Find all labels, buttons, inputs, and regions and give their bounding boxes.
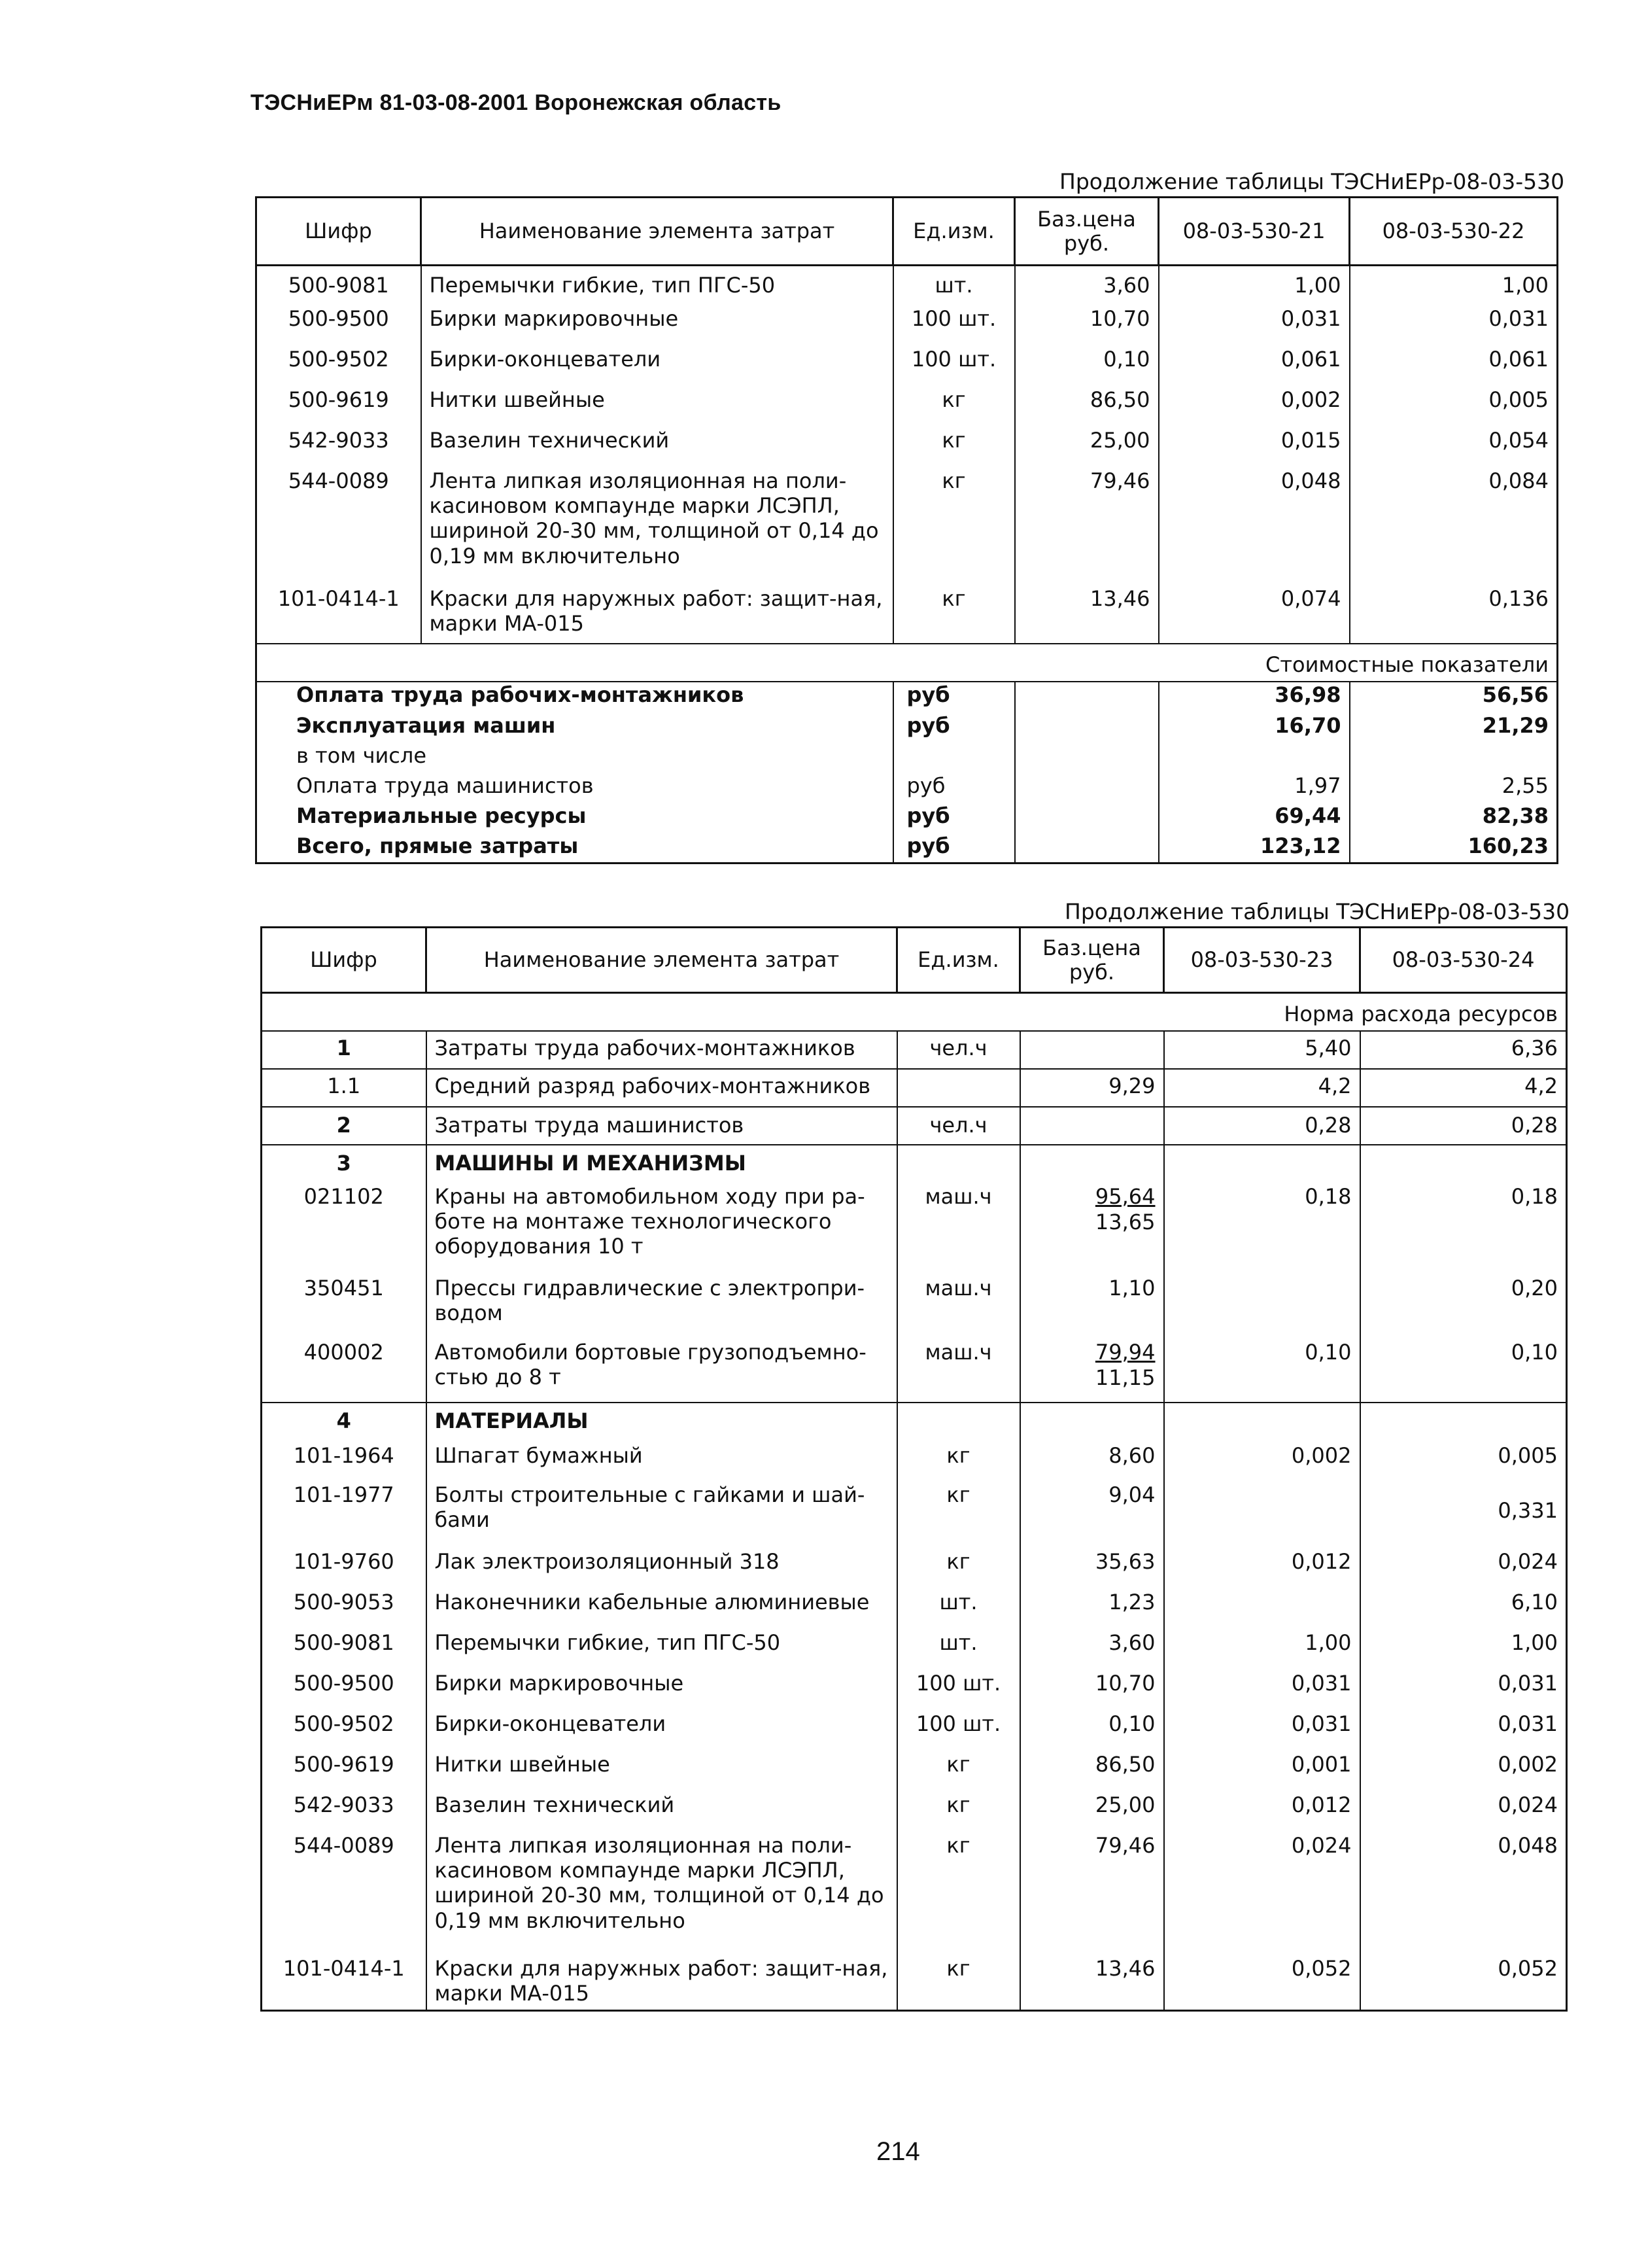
table1 <box>255 196 1558 864</box>
table-row: 500-9053 Наконечники кабельные алюминиевые шт. 1,23 6,10 <box>262 1590 1567 1630</box>
base-price-main: 79,94 <box>1095 1339 1156 1365</box>
col-header-price: Баз.цена руб. <box>1015 198 1159 266</box>
table2-header-row <box>262 928 1567 993</box>
cost-row: Оплата труда машинистов руб 1,97 2,55 <box>256 773 1558 803</box>
base-price-main: 95,64 <box>1095 1183 1156 1209</box>
col-header-code: Шифр <box>262 928 426 993</box>
table-row: 544-0089 Лента липкая изоляционная на поли-касиновом компаунде марки ЛСЭПЛ, шириной 20-30 мм, толщиной от 0,14 до 0,19 мм включительно кг 79,46 0,024 0,048 <box>262 1833 1567 1951</box>
section-row <box>256 644 1558 682</box>
table-row: 500-9619 Нитки швейные кг 86,50 0,001 0,002 <box>262 1752 1567 1792</box>
table-row: 101-0414-1 Краски для наружных работ: защит-ная, марки МА-015 кг 13,46 0,052 0,052 <box>262 1951 1567 2011</box>
group-header-row: 3 МАШИНЫ И МЕХАНИЗМЫ <box>262 1145 1567 1184</box>
table-row: 101-0414-1 Краски для наружных работ: защит-ная, марки МА-015 кг 13,46 0,074 0,136 <box>256 586 1558 644</box>
col-header-unit: Ед.изм. <box>897 928 1020 993</box>
section-norm: Норма расхода ресурсов <box>1164 993 1567 1031</box>
col-header-530-22: 08-03-530-22 <box>1350 198 1558 266</box>
col-header-name: Наименование элемента затрат <box>426 928 897 993</box>
col-header-code: Шифр <box>256 198 421 266</box>
table-row: 500-9081 Перемычки гибкие, тип ПГС-50 шт. 3,60 1,00 1,00 <box>256 266 1558 306</box>
table-row: 350451 Прессы гидравлические с электропри-водом маш.ч 1,10 0,20 <box>262 1276 1567 1340</box>
cost-row: Всего, прямые затраты руб 123,12 160,23 <box>256 833 1558 864</box>
table-row: 542-9033 Вазелин технический кг 25,00 0,015 0,054 <box>256 428 1558 468</box>
table1-header-row <box>256 198 1558 266</box>
table-row: 500-9500 Бирки маркировочные 100 шт. 10,70 0,031 0,031 <box>256 306 1558 347</box>
table-row: 101-1977 Болты строительные с гайками и шай-бами кг 9,04 0,331 <box>262 1482 1567 1549</box>
table-row: 2 Затраты труда машинистов чел.ч 0,28 0,28 <box>262 1107 1567 1145</box>
group-header-row: 4 МАТЕРИАЛЫ <box>262 1403 1567 1443</box>
col-header-530-23: 08-03-530-23 <box>1164 928 1360 993</box>
table-row: 500-9502 Бирки-оконцеватели 100 шт. 0,10 0,031 0,031 <box>262 1711 1567 1752</box>
table2-continuation-label: Продолжение таблицы ТЭСНиЕРр-08-03-530 <box>1065 899 1570 924</box>
table-row: 400002 Автомобили бортовые грузоподъемно-стью до 8 т маш.ч 79,94 11,15 0,10 0,10 <box>262 1340 1567 1403</box>
base-price-machinists: 13,65 <box>1095 1209 1156 1234</box>
page-number: 214 <box>876 2137 920 2166</box>
table-row: 1.1 Средний разряд рабочих-монтажников 9,29 4,2 4,2 <box>262 1069 1567 1107</box>
cost-row: Эксплуатация машин руб 16,70 21,29 <box>256 713 1558 743</box>
table-row: 500-9502 Бирки-оконцеватели 100 шт. 0,10 0,061 0,061 <box>256 347 1558 387</box>
table-row: 500-9619 Нитки швейные кг 86,50 0,002 0,005 <box>256 387 1558 428</box>
table-row: 101-1964 Шпагат бумажный кг 8,60 0,002 0,005 <box>262 1443 1567 1482</box>
col-header-530-21: 08-03-530-21 <box>1159 198 1350 266</box>
table2 <box>260 926 1568 2012</box>
base-price-machinists: 11,15 <box>1095 1365 1156 1390</box>
col-header-price: Баз.цена руб. <box>1020 928 1164 993</box>
col-header-unit: Ед.изм. <box>893 198 1015 266</box>
table-row: 101-9760 Лак электроизоляционный 318 кг 35,63 0,012 0,024 <box>262 1549 1567 1590</box>
document-title: ТЭСНиЕРм 81-03-08-2001 Воронежская область <box>250 90 781 115</box>
col-header-name: Наименование элемента затрат <box>421 198 893 266</box>
table-row: 542-9033 Вазелин технический кг 25,00 0,012 0,024 <box>262 1792 1567 1833</box>
table-row: 500-9081 Перемычки гибкие, тип ПГС-50 шт. 3,60 1,00 1,00 <box>262 1630 1567 1671</box>
cost-row: в том числе <box>256 743 1558 773</box>
table-row: 500-9500 Бирки маркировочные 100 шт. 10,70 0,031 0,031 <box>262 1671 1567 1711</box>
cost-row: Оплата труда рабочих-монтажников руб 36,98 56,56 <box>256 682 1558 713</box>
section-row <box>262 993 1567 1031</box>
table-row: 544-0089 Лента липкая изоляционная на поли-касиновом компаунде марки ЛСЭПЛ, шириной 20-30 мм, толщиной от 0,14 до 0,19 мм включительно кг 79,46 0,048 0,084 <box>256 468 1558 586</box>
col-header-530-24: 08-03-530-24 <box>1360 928 1567 993</box>
table1-continuation-label: Продолжение таблицы ТЭСНиЕРр-08-03-530 <box>1059 169 1565 194</box>
table-row: 1 Затраты труда рабочих-монтажников чел.ч 5,40 6,36 <box>262 1031 1567 1069</box>
section-cost-indicators: Стоимостные показатели <box>1159 644 1558 682</box>
cost-row: Материальные ресурсы руб 69,44 82,38 <box>256 803 1558 833</box>
table-row: 021102 Краны на автомобильном ходу при ра-боте на монтаже технологического оборудования 10 т маш.ч 95,64 13,65 0,18 0,18 <box>262 1184 1567 1276</box>
